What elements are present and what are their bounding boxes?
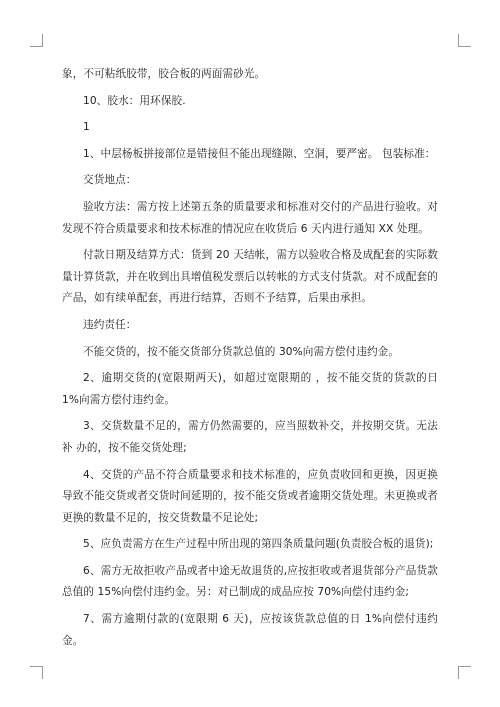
paragraph-liability-heading: 违约责任： (83, 318, 137, 331)
paragraph-payment-terms: 付款日期及结算方式：货到 20 天结帐，需方以验收合格及成配套的实际数量计算货款，并在收到出具增值税发票后以转帐的方式支付货款。对不成配套的产品，如有续单配套，再进行结算，否则不予结算，后果由承担。 (62, 249, 438, 305)
paragraph-acceptance-method: 验收方法：需方按上述第五条的质量要求和标准对交付的产品进行验收。对发现不符合质量要求和技术标准的情况应在收货后 6 天内进行通知 XX 处理。 (62, 200, 438, 235)
paragraph-non-delivery: 不能交货的，按不能交货部分货款总值的 30%向需方偿付违约金。 (83, 345, 400, 358)
paragraph-glue: 10、胶水：用环保胶. (83, 94, 186, 107)
paragraph-splice-requirement: 1、中层杨板拼接部位是错接但不能出现缝隙、空洞，要严密。 包装标准： (83, 147, 436, 160)
paragraph-number: 1 (83, 121, 90, 134)
document-page (62, 64, 438, 652)
paragraph-late-payment: 7、需方逾期付款的(宽限期 6 天)，应按该货款总值的日 1%向偿付违约金。 (62, 613, 438, 647)
paragraph-production-quality: 5、应负责需方在生产过程中所出现的第四条质量问题(负责胶合板的退货); (83, 538, 434, 551)
paragraph-refusal: 6、需方无故拒收产品或者中途无故退货的,应按拒收或者退货部分产品货款总值的 15%向偿付违约金。另：对已制成的成品应按 70%向偿付违约金; (62, 564, 438, 599)
paragraph-short-quantity: 3、交货数量不足的，需方仍然需要的，应当照数补交，并按期交货。无法补 办的，按不能交货处理; (62, 420, 438, 454)
paragraph-delivery-location: 交货地点： (83, 174, 137, 187)
paragraph-quality-nonconformance: 4、交货的产品不符合质量要求和技术标准的，应负责收回和更换，因更换导致不能交货或者交货时间延期的，按不能交货或者逾期交货处理。未更换或者更换的数量不足的，按交货数量不足论处; (62, 468, 438, 524)
crop-mark-top-left (30, 34, 43, 47)
crop-mark-bottom-right (458, 666, 471, 679)
crop-mark-bottom-left (30, 666, 43, 679)
paragraph-late-delivery: 2、逾期交货的(宽限期两天)，如超过宽限期的 ，按不能交货的货款的日 1%向需方偿付违约金。 (62, 372, 438, 406)
paragraph-continuation: 象，不可粘纸胶带，胶合板的两面需砂光。 (62, 68, 266, 80)
crop-mark-top-right (458, 34, 471, 47)
